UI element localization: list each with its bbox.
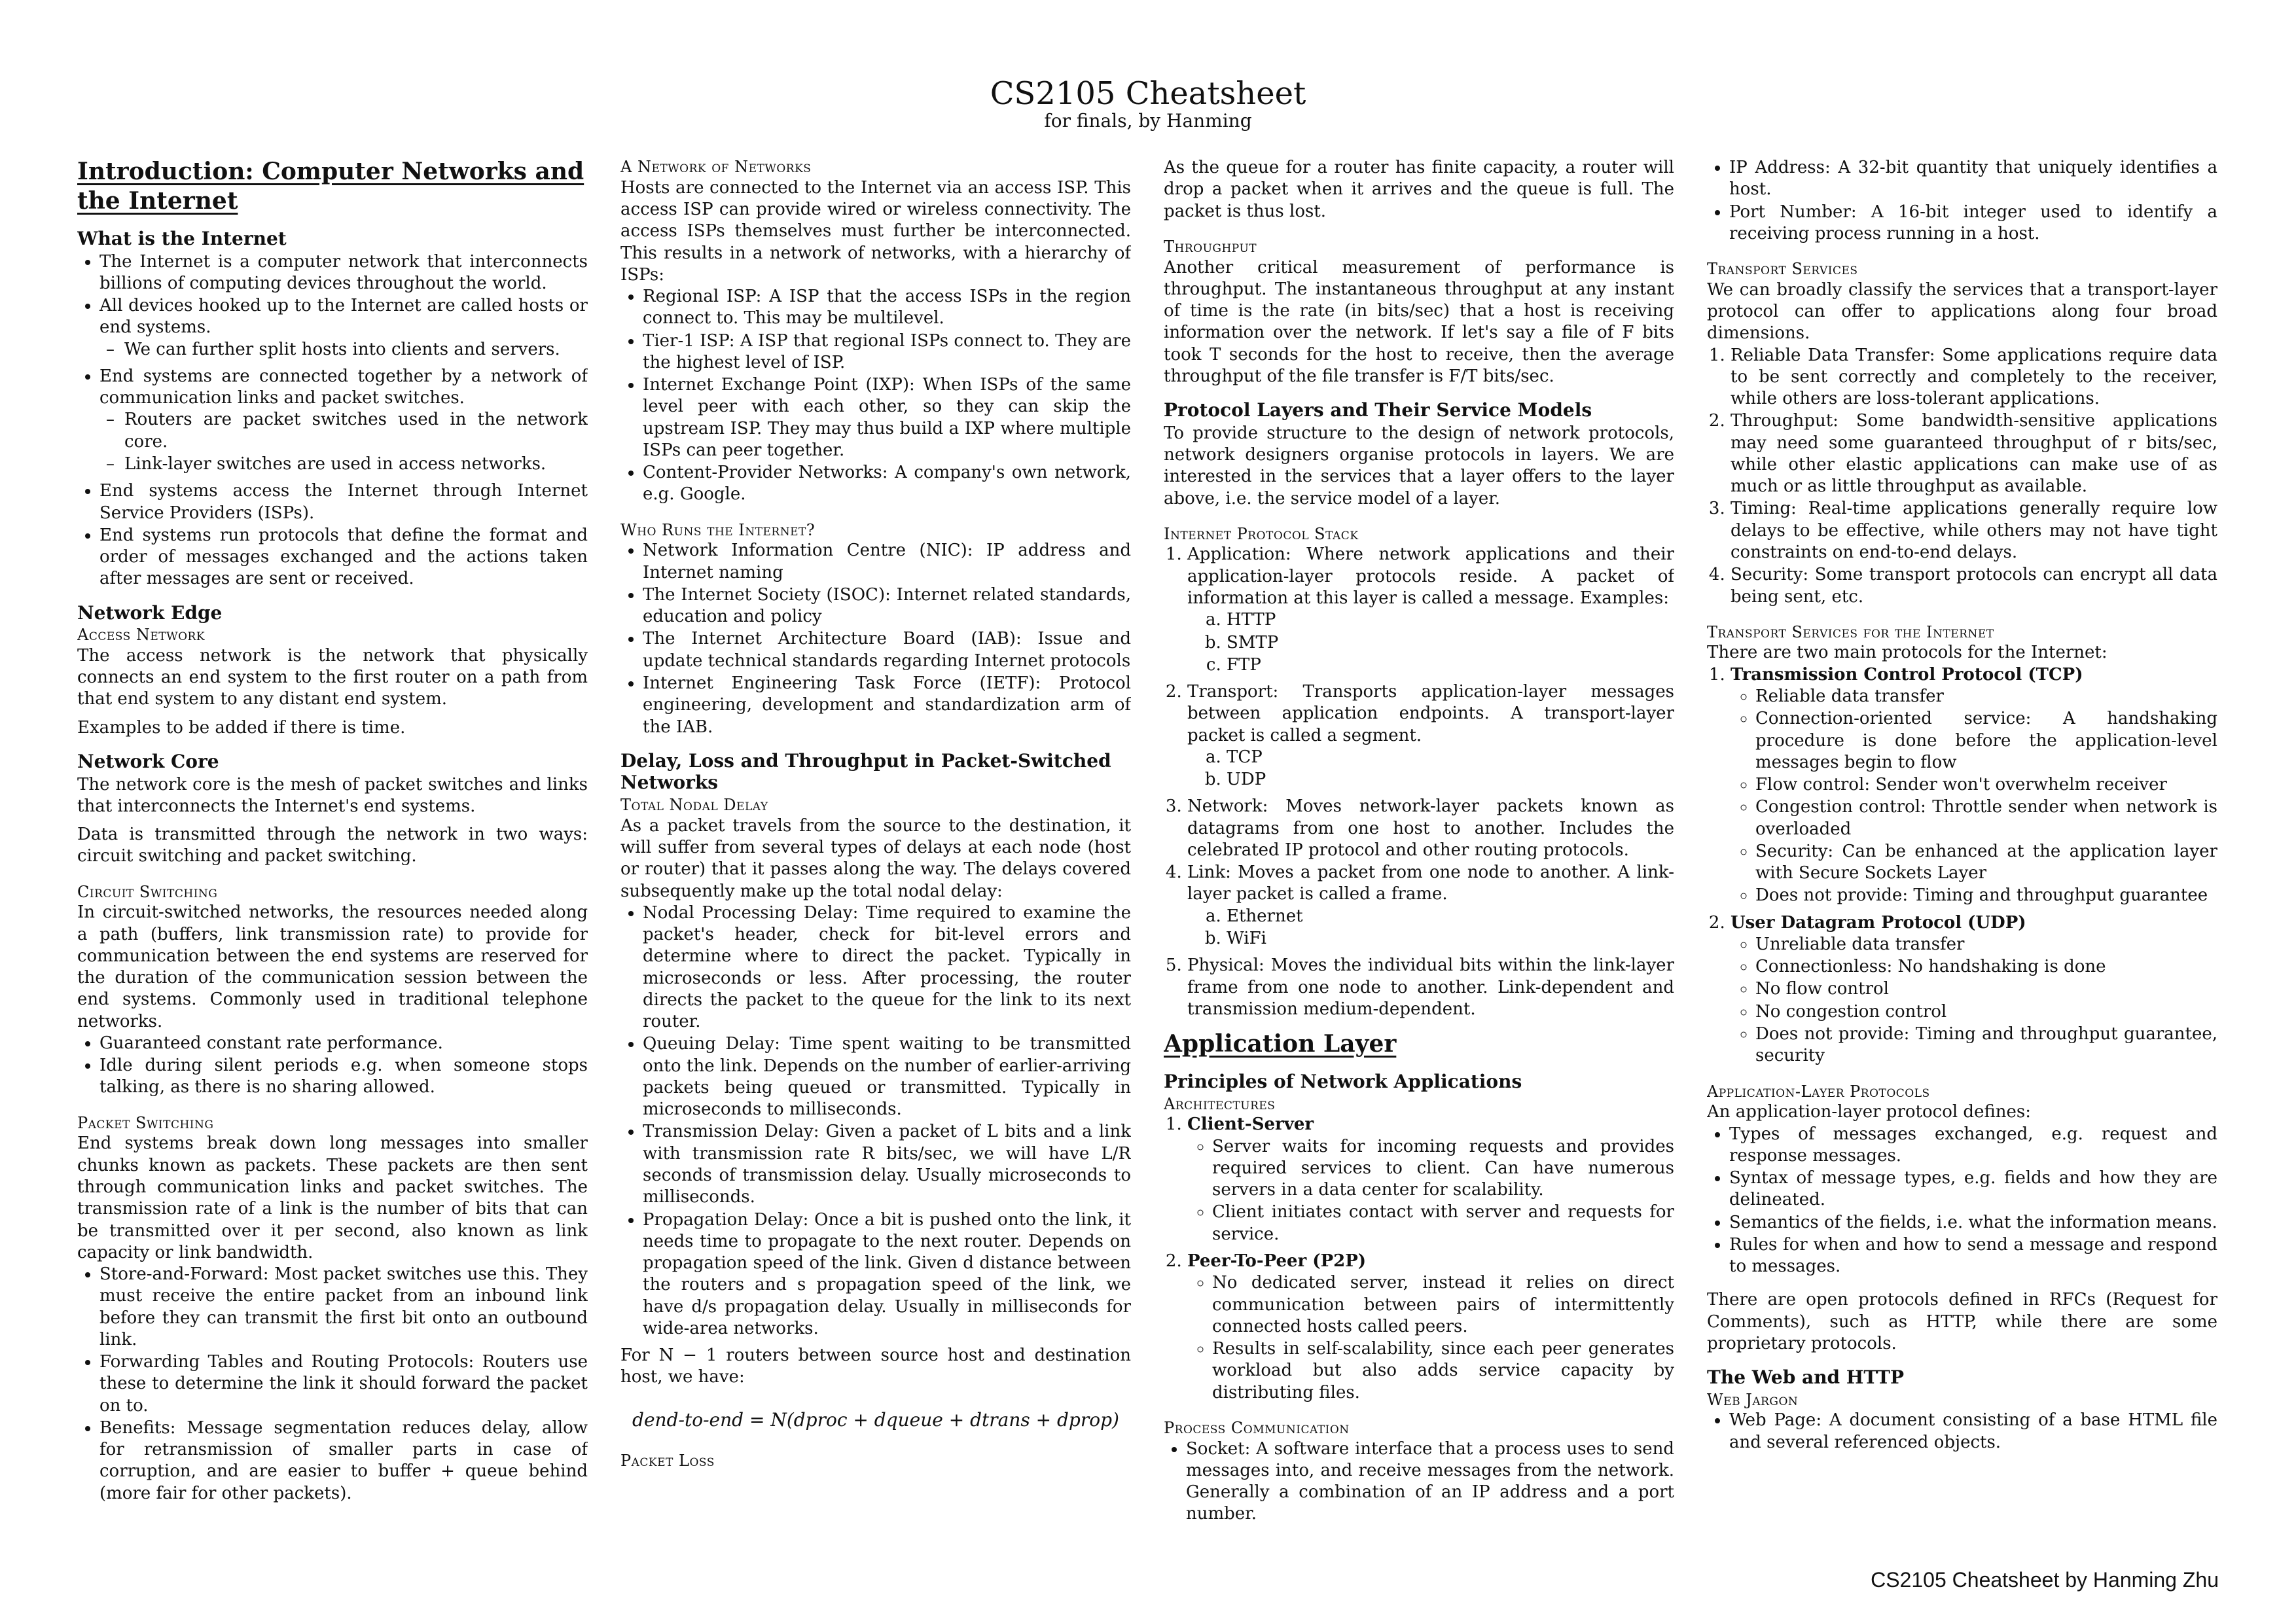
paragraph-heading: Packet Loss [620, 1452, 715, 1471]
list-item: 2. Throughput: Some bandwidth-sensitive applications may need some guaranteed throughput of r bits/sec, while other elastic applications can make use of as much or as little throughput as available. [1731, 410, 2217, 497]
list-item: a. Ethernet [1227, 906, 1674, 927]
paragraph: In circuit-switched networks, the resources needed along a path (buffers, link transmission rate) to provide for communication between the end systems are reserved for the duration of the communication session between the end systems. Commonly used in traditional telephone networks. [77, 902, 588, 1031]
list-item: • The Internet is a computer network that interconnects billions of computing devices throughout the world. [99, 251, 588, 295]
list-item: • The Internet Society (ISOC): Internet related standards, education and policy [643, 584, 1131, 628]
bullet-list [77, 251, 588, 590]
list-item: • Regional ISP: A ISP that the access ISPs in the region connect to. This may be multilevel. [643, 286, 1131, 330]
list-item: ◦ Security: Can be enhanced at the application layer with Secure Sockets Layer [1755, 841, 2217, 885]
paragraph-heading: Circuit Switching [77, 882, 218, 901]
subsection-heading: Delay, Loss and Throughput in Packet-Switched Networks [620, 749, 1111, 794]
list-item-text: All devices hooked up to the Internet are called hosts or end systems. [99, 296, 588, 338]
list-item: 5. Physical: Moves the individual bits within the link-layer frame from one node to another. Link-dependent and transmission medium-dependent. [1187, 955, 1674, 1020]
paragraph-heading: Architectures [1164, 1094, 1276, 1113]
paragraph-heading: A Network of Networks [620, 158, 812, 176]
list-item [1187, 862, 1674, 950]
paragraph: Another critical measurement of performance is throughput. The instantaneous throughput at any instant of time is the rate (in bits/sec) that a host is receiving information over the network. If let's say a file of F bits took T seconds for the host to receive, then the average throughput of the file transfer is F/T bits/sec. [1164, 257, 1674, 386]
list-item [99, 295, 588, 361]
bullet-list [77, 1033, 588, 1099]
bullet-list [1164, 1438, 1674, 1525]
list-item: • Semantics of the fields, i.e. what the information means. [1729, 1212, 2217, 1234]
paragraph-heading: Packet Switching [77, 1113, 214, 1132]
numbered-list [1164, 1114, 1674, 1403]
bullet-list [77, 1264, 588, 1505]
list-item: • Rules for when and how to send a message and respond to messages. [1729, 1234, 2217, 1278]
list-item: • Store-and-Forward: Most packet switches use this. They must receive the entire packet from an inbound link before they can transmit the first bit onto an outbound link. [99, 1264, 588, 1351]
paragraph-heading: Web Jargon [1707, 1390, 1799, 1409]
column-4 [1707, 157, 2217, 1577]
paragraph: The network core is the mesh of packet switches and links that interconnects the Internet's end systems. [77, 774, 588, 816]
list-item: • Content-Provider Networks: A company's own network, e.g. Google. [643, 462, 1131, 506]
section-title: Application Layer [1164, 1030, 1397, 1058]
list-item: • Syntax of message types, e.g. fields and how they are delineated. [1729, 1168, 2217, 1211]
list-item: ◦ Does not provide: Timing and throughput guarantee [1755, 885, 2217, 906]
list-item: 3. Timing: Real-time applications generally require low delays to be effective, while others may not have tight constraints on end-to-end delays. [1731, 498, 2217, 563]
list-item: • Web Page: A document consisting of a base HTML file and several referenced objects. [1729, 1410, 2217, 1454]
list-item: • Internet Engineering Task Force (IETF): Protocol engineering, development and standardization arm of the IAB. [643, 673, 1131, 738]
footer-credit: CS2105 Cheatsheet by Hanming Zhu [1871, 1568, 2219, 1592]
list-item [1187, 1114, 1674, 1245]
paragraph-heading: Transport Services [1707, 260, 1858, 279]
paragraph: We can broadly classify the services that a transport-layer protocol can offer to applications along four broad dimensions. [1707, 279, 2217, 344]
list-item [99, 366, 588, 475]
paragraph: End systems break down long messages into smaller chunks known as packets. These packets are then sent through communication links and packet switches. The transmission rate of a link is the number of bits that can be transmitted over it per second, also known as link capacity or link bandwidth. [77, 1133, 588, 1262]
list-item: • Nodal Processing Delay: Time required to examine the packet's header, check for bit-level errors and determine where to direct the packet. Typically in microseconds or less. After processing, the router directs the packet to the queue for the link to its next router. [643, 902, 1131, 1033]
list-item: • Forwarding Tables and Routing Protocols: Routers use these to determine the link it should forward the packet on to. [99, 1351, 588, 1417]
list-item: • Idle during silent periods e.g. when someone stops talking, as there is no sharing allowed. [99, 1055, 588, 1099]
subsection-heading: What is the Internet [77, 228, 287, 249]
list-item: ◦ Server waits for incoming requests and provides required services to client. Can have numerous servers in a data center for scalability. [1212, 1136, 1674, 1202]
paragraph: An application-layer protocol defines: [1707, 1102, 2032, 1122]
column-3 [1164, 157, 1674, 1577]
list-item: 4. Security: Some transport protocols can encrypt all data being sent, etc. [1731, 564, 2217, 608]
list-item: • IP Address: A 32-bit quantity that uniquely identifies a host. [1729, 157, 2217, 201]
bullet-list [1707, 1124, 2217, 1278]
list-item-text: Application: Where network applications and their application-layer protocols reside. A packet of information at this layer is called a message. Examples: [1187, 544, 1674, 609]
list-item: ◦ Unreliable data transfer [1755, 934, 2217, 955]
equation: dend-to-end = N(dproc + dqueue + dtrans + dprop) [632, 1408, 1119, 1431]
list-item: c. FTP [1227, 654, 1674, 676]
page-subtitle: for finals, by Hanming [1044, 110, 1252, 132]
list-item: ◦ No flow control [1755, 978, 2217, 1000]
list-item: ◦ Connectionless: No handshaking is done [1755, 956, 2217, 978]
list-item: b. UDP [1227, 769, 1674, 791]
list-item-text: Client-Server [1187, 1115, 1314, 1135]
bullet-list [620, 540, 1131, 738]
subsection-heading: Network Edge [77, 601, 223, 624]
paragraph-heading: Who Runs the Internet? [620, 520, 816, 539]
list-item: • Port Number: A 16-bit integer used to identify a receiving process running in a host. [1729, 202, 2217, 245]
paragraph-heading: Process Communication [1164, 1418, 1350, 1437]
list-item: ◦ No dedicated server, instead it relies on direct communication between pairs of intermittently connected hosts called peers. [1212, 1272, 1674, 1338]
list-item [1731, 912, 2217, 1067]
list-item-text: Transport: Transports application-layer messages between application endpoints. A transport-layer packet is called a segment. [1187, 682, 1674, 745]
subsection-heading: The Web and HTTP [1707, 1366, 1905, 1389]
section-title: Introduction: Computer Networks and the Internet [77, 158, 584, 215]
list-item: • The Internet Architecture Board (IAB): Issue and update technical standards regarding Internet protocols [643, 628, 1131, 672]
list-item: ◦ Flow control: Sender won't overwhelm receiver [1755, 774, 2217, 796]
paragraph-heading: Throughput [1164, 237, 1257, 256]
list-item-text: Link: Moves a packet from one node to another. A link-layer packet is called a frame. [1187, 863, 1674, 904]
list-item: • Network Information Centre (NIC): IP address and Internet naming [643, 540, 1131, 584]
list-item-text: End systems are connected together by a network of communication links and packet switches. [99, 366, 588, 408]
bullet-list [1707, 1410, 2217, 1454]
numbered-list [1707, 345, 2217, 608]
page-title: CS2105 Cheatsheet [990, 75, 1306, 112]
paragraph-heading: Internet Protocol Stack [1164, 524, 1359, 543]
list-item [1731, 664, 2217, 907]
paragraph: Data is transmitted through the network in two ways: circuit switching and packet switching. [77, 825, 588, 866]
list-item [1187, 681, 1674, 791]
list-item: • Queuing Delay: Time spent waiting to be transmitted onto the link. Depends on the number of earlier-arriving packets being queued or transmitted. Typically in microseconds to milliseconds. [643, 1033, 1131, 1120]
paragraph: As a packet travels from the source to the destination, it will suffer from several types of delays at each node (host or router) that it passes along the way. The delays covered subsequently make up the total nodal delay: [620, 815, 1131, 901]
list-item: • End systems access the Internet through Internet Service Providers (ISPs). [99, 480, 588, 524]
list-item: • End systems run protocols that define the format and order of messages exchanged and the actions taken after messages are sent or received. [99, 525, 588, 590]
list-item-text: Transmission Control Protocol (TCP) [1731, 664, 2083, 685]
bullet-list [1707, 157, 2217, 245]
bullet-list [620, 902, 1131, 1340]
paragraph: To provide structure to the design of network protocols, network designers organise protocols in layers. We are interested in the services that a layer offers to the layer above, i.e. the service model of a layer. [1164, 423, 1674, 508]
bullet-list [620, 286, 1131, 506]
list-item: 1. Reliable Data Transfer: Some applications require data to be sent correctly and completely to the receiver, while others are loss-tolerant applications. [1731, 345, 2217, 410]
paragraph: There are two main protocols for the Internet: [1707, 643, 2108, 663]
list-item: ◦ Results in self-scalability, since each peer generates workload but also adds service capacity by distributing files. [1212, 1338, 1674, 1404]
paragraph-heading: Application-Layer Protocols [1707, 1082, 1930, 1101]
subsection-heading: Protocol Layers and Their Service Models [1164, 399, 1592, 421]
list-item: ◦ Congestion control: Throttle sender when network is overloaded [1755, 796, 2217, 840]
list-item: ◦ Reliable data transfer [1755, 686, 2217, 707]
paragraph: The access network is the network that physically connects an end system to the first router on a path from that end system to any distant end system. [77, 645, 588, 709]
list-item [1187, 544, 1674, 676]
list-item [1187, 1251, 1674, 1404]
list-item: • Tier-1 ISP: A ISP that regional ISPs connect to. They are the highest level of ISP. [643, 330, 1131, 374]
subsection-heading: Principles of Network Applications [1164, 1071, 1522, 1093]
list-item: b. WiFi [1227, 928, 1674, 950]
paragraph-heading: Total Nodal Delay [620, 796, 768, 814]
paragraph: There are open protocols defined in RFCs (Request for Comments), such as HTTP, while there are some proprietary protocols. [1707, 1290, 2217, 1353]
list-item: – Link-layer switches are used in access networks. [124, 454, 588, 475]
numbered-list [1164, 544, 1674, 1020]
list-item: • Guaranteed constant rate performance. [99, 1033, 588, 1054]
list-item: b. SMTP [1227, 632, 1674, 654]
list-item: • Socket: A software interface that a process uses to send messages into, and receive messages from the network. Generally a combination of an IP address and a port number. [1186, 1438, 1674, 1525]
list-item: a. HTTP [1227, 609, 1674, 631]
list-item: ◦ Does not provide: Timing and throughput guarantee, security [1755, 1024, 2217, 1067]
column-2 [620, 157, 1131, 1577]
list-item: ◦ No congestion control [1755, 1001, 2217, 1023]
list-item: 3. Network: Moves network-layer packets known as datagrams from one host to another. Includes the celebrated IP protocol and other routing protocols. [1187, 796, 1674, 861]
list-item: • Benefits: Message segmentation reduces delay, allow for retransmission of smaller parts in case of corruption, and are easier to buffer + queue behind (more fair for other packets). [99, 1418, 588, 1505]
list-item-text: Peer-To-Peer (P2P) [1187, 1251, 1367, 1271]
numbered-list [1707, 664, 2217, 1067]
paragraph-heading: Access Network [77, 626, 206, 645]
paragraph-heading: Transport Services for the Internet [1707, 622, 1994, 641]
list-item: a. TCP [1227, 747, 1674, 768]
paragraph: As the queue for a router has finite capacity, a router will drop a packet when it arrives and the queue is full. The packet is thus lost. [1164, 158, 1674, 221]
paragraph: For N − 1 routers between source host and destination host, we have: [620, 1346, 1131, 1387]
list-item-text: User Datagram Protocol (UDP) [1731, 912, 2026, 933]
list-item: • Internet Exchange Point (IXP): When ISPs of the same level peer with each other, so they can skip the upstream ISP. They may thus build a IXP where multiple ISPs can peer together. [643, 374, 1131, 461]
list-item: ◦ Connection-oriented service: A handshaking procedure is done before the application-level messages begin to flow [1755, 708, 2217, 774]
paragraph: Hosts are connected to the Internet via an access ISP. This access ISP can provide wired or wireless connectivity. The access ISPs themselves must further be interconnected. This results in a network of networks, with a hierarchy of ISPs: [620, 177, 1131, 285]
subsection-heading: Network Core [77, 750, 219, 772]
list-item: • Types of messages exchanged, e.g. request and response messages. [1729, 1124, 2217, 1168]
list-item: ◦ Client initiates contact with server and requests for service. [1212, 1202, 1674, 1245]
list-item: – We can further split hosts into clients and servers. [124, 339, 588, 361]
list-item: • Propagation Delay: Once a bit is pushed onto the link, it needs time to propagate to the next router. Depends on propagation speed of the link. Given d distance between the routers and s propagation speed of the link, we have d/s propagation delay. Usually in milliseconds for wide-area networks. [643, 1209, 1131, 1340]
paragraph: Examples to be added if there is time. [77, 717, 406, 738]
list-item: • Transmission Delay: Given a packet of L bits and a link with transmission rate R bits/sec, we will have L/R seconds of transmission delay. Usually microseconds to milliseconds. [643, 1121, 1131, 1208]
column-1 [77, 157, 588, 1577]
list-item: – Routers are packet switches used in the network core. [124, 409, 588, 453]
